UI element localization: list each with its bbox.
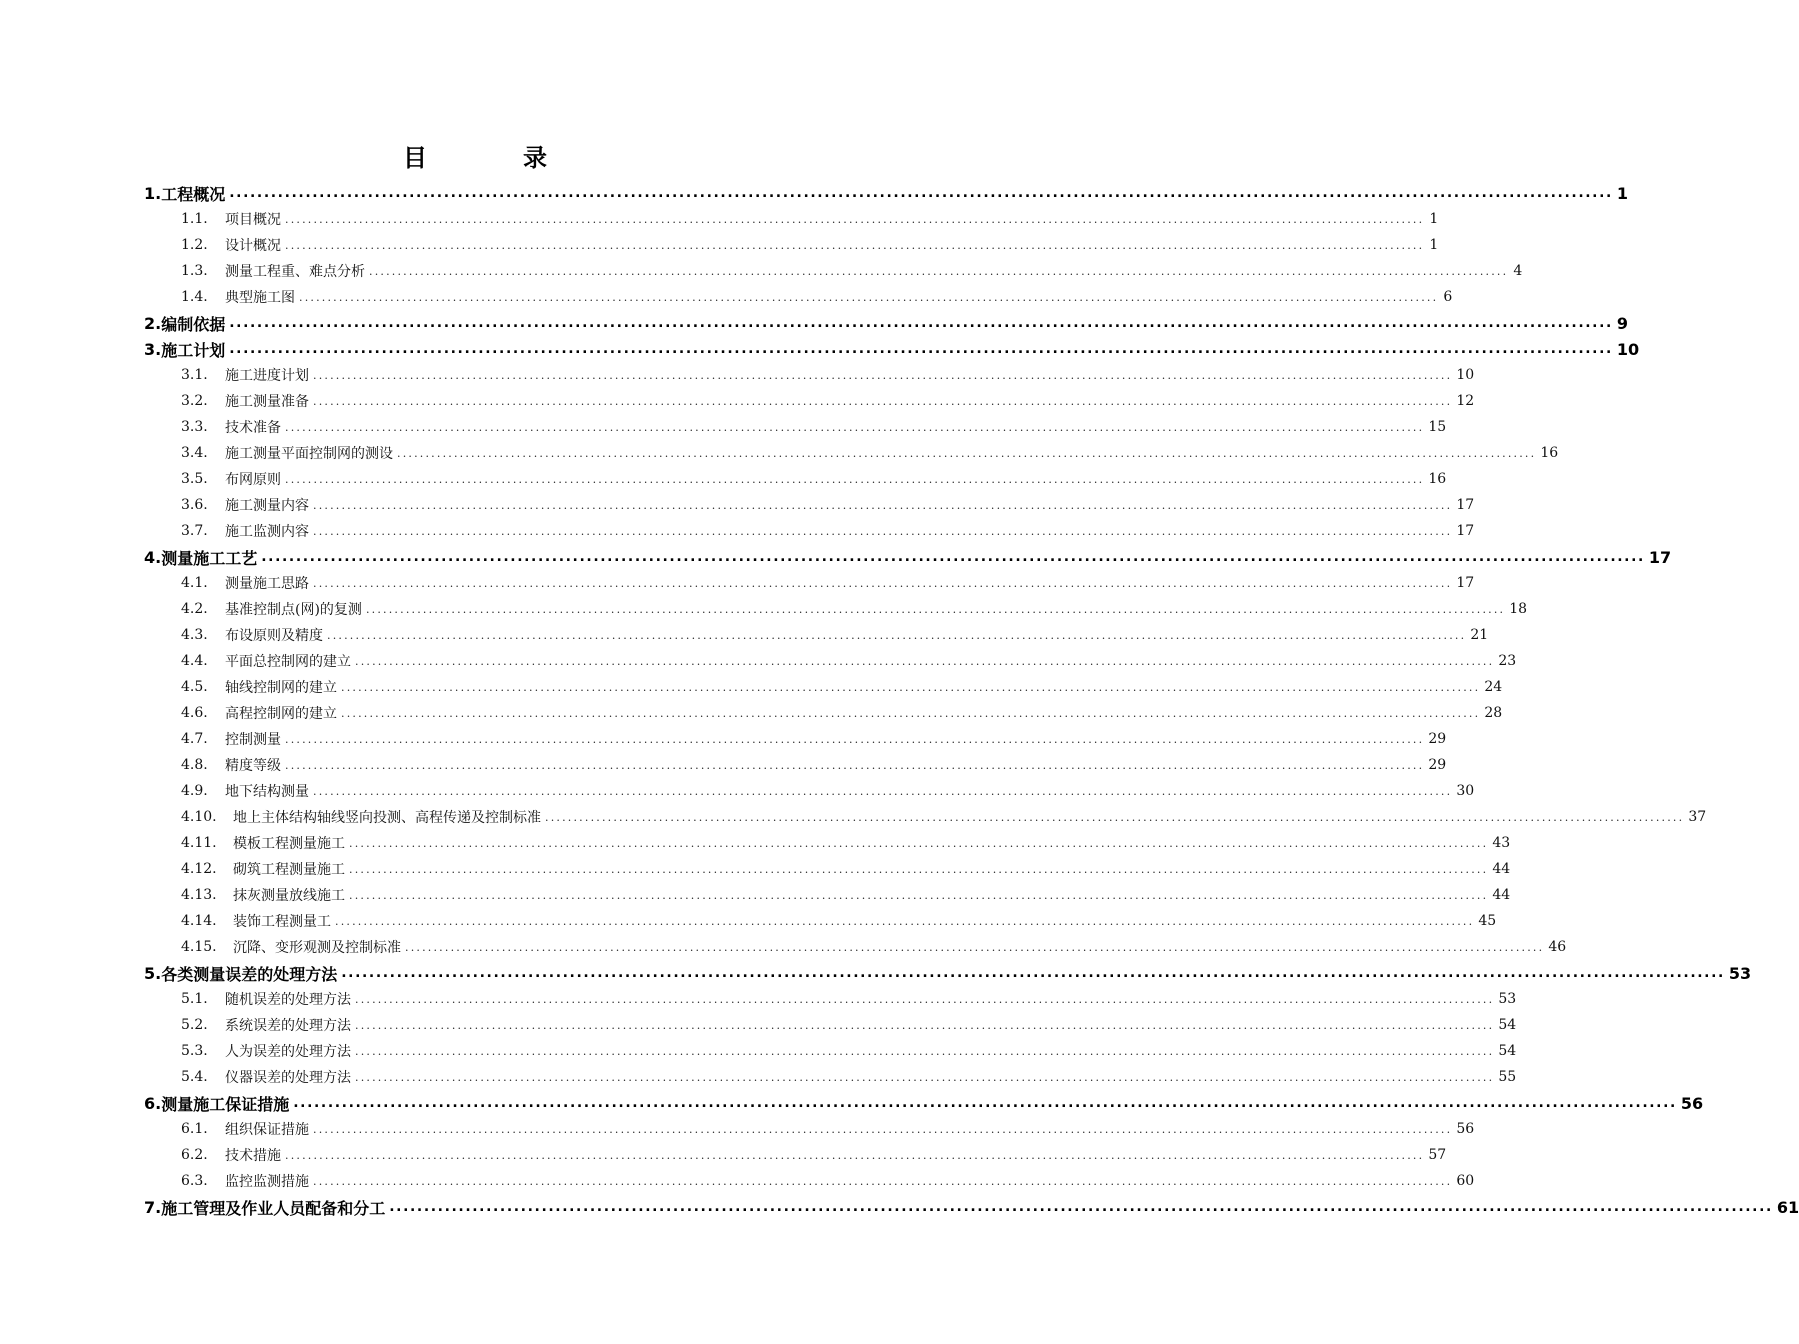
toc-entry-number: 4.9. [181, 783, 225, 799]
toc-chapter-entry[interactable] [0, 544, 1672, 570]
toc-entry-title: 测量施工思路 [225, 573, 309, 593]
toc-leader-dots: ........................................................................................................................................................................................................ [545, 810, 1685, 824]
toc-leader-dots: ........................................................................................................................................................................................................ [335, 914, 1475, 928]
toc-entry-number: 3.5. [181, 471, 225, 487]
toc-entry-title: 工程概况 [161, 182, 225, 205]
toc-section-entry[interactable] [0, 778, 1475, 804]
toc-entry-title: 编制依据 [161, 312, 225, 335]
toc-leader-dots: ........................................................................................................................................................................................................ [229, 185, 1613, 201]
toc-entry-number: 4.13. [181, 887, 233, 903]
toc-entry-page-number: 1 [1616, 183, 1629, 203]
toc-section-entry[interactable] [0, 1116, 1475, 1142]
toc-entry-number: 2. [144, 313, 162, 333]
toc-entry-number: 1.2. [181, 237, 225, 253]
toc-entry-page-number: 17 [1456, 497, 1475, 513]
toc-section-entry[interactable] [0, 258, 1523, 284]
toc-entry-title: 施工测量平面控制网的测设 [225, 443, 393, 463]
toc-entry-title: 布设原则及精度 [225, 625, 323, 645]
toc-entry-title: 装饰工程测量工 [233, 911, 331, 931]
toc-leader-dots: ........................................................................................................................................................................................................ [405, 940, 1545, 954]
table-of-contents [0, 180, 1799, 1220]
toc-leader-dots: ........................................................................................................................................................................................................ [355, 1044, 1495, 1058]
toc-entry-page-number: 53 [1728, 963, 1752, 983]
toc-entry-page-number: 9 [1616, 313, 1629, 333]
toc-chapter-entry[interactable] [0, 310, 1629, 336]
toc-entry-title: 技术准备 [225, 417, 281, 437]
toc-entry-page-number: 46 [1548, 939, 1567, 955]
toc-section-entry[interactable] [0, 700, 1503, 726]
toc-entry-page-number: 21 [1470, 627, 1489, 643]
toc-entry-number: 6. [144, 1093, 162, 1113]
toc-entry-number: 4.10. [181, 809, 233, 825]
toc-section-entry[interactable] [0, 934, 1567, 960]
toc-leader-dots: ........................................................................................................................................................................................................ [285, 472, 1425, 486]
toc-entry-number: 4.15. [181, 939, 233, 955]
toc-entry-number: 4. [144, 547, 162, 567]
toc-leader-dots: ........................................................................................................................................................................................................ [285, 1148, 1425, 1162]
toc-entry-page-number: 23 [1498, 653, 1517, 669]
toc-entry-title: 施工进度计划 [225, 365, 309, 385]
toc-leader-dots: ........................................................................................................................................................................................................ [349, 888, 1489, 902]
toc-entry-number: 1.3. [181, 263, 225, 279]
toc-entry-page-number: 17 [1456, 523, 1475, 539]
toc-section-entry[interactable] [0, 596, 1528, 622]
toc-section-entry[interactable] [0, 388, 1475, 414]
toc-entry-title: 抹灰测量放线施工 [233, 885, 345, 905]
toc-entry-number: 4.14. [181, 913, 233, 929]
toc-section-entry[interactable] [0, 284, 1453, 310]
toc-entry-page-number: 53 [1498, 991, 1517, 1007]
toc-section-entry[interactable] [0, 518, 1475, 544]
toc-section-entry[interactable] [0, 1038, 1517, 1064]
toc-entry-title: 测量工程重、难点分析 [225, 261, 365, 281]
toc-entry-title: 测量施工工艺 [161, 546, 257, 569]
toc-entry-title: 随机误差的处理方法 [225, 989, 351, 1009]
toc-entry-page-number: 12 [1456, 393, 1475, 409]
toc-leader-dots: ........................................................................................................................................................................................................ [313, 1174, 1453, 1188]
toc-entry-page-number: 30 [1456, 783, 1475, 799]
toc-entry-number: 3.6. [181, 497, 225, 513]
toc-chapter-entry[interactable] [0, 960, 1752, 986]
toc-leader-dots: ........................................................................................................................................................................................................ [341, 680, 1481, 694]
toc-entry-number: 4.11. [181, 835, 233, 851]
toc-chapter-entry[interactable] [0, 1090, 1704, 1116]
toc-entry-title: 施工管理及作业人员配备和分工 [161, 1196, 385, 1219]
toc-leader-dots: ........................................................................................................................................................................................................ [313, 1122, 1453, 1136]
toc-section-entry[interactable] [0, 1012, 1517, 1038]
toc-entry-page-number: 44 [1492, 887, 1511, 903]
toc-entry-page-number: 55 [1498, 1069, 1517, 1085]
toc-leader-dots: ........................................................................................................................................................................................................ [261, 549, 1645, 565]
toc-entry-page-number: 15 [1428, 419, 1447, 435]
toc-section-entry[interactable] [0, 856, 1511, 882]
toc-entry-page-number: 57 [1428, 1147, 1447, 1163]
toc-entry-page-number: 61 [1776, 1197, 1799, 1217]
toc-chapter-entry[interactable] [0, 180, 1629, 206]
toc-entry-number: 1. [144, 183, 162, 203]
toc-entry-page-number: 4 [1513, 263, 1523, 279]
toc-entry-page-number: 56 [1680, 1093, 1704, 1113]
toc-entry-number: 6.3. [181, 1173, 225, 1189]
toc-entry-number: 7. [144, 1197, 162, 1217]
toc-section-entry[interactable] [0, 986, 1517, 1012]
toc-section-entry[interactable] [0, 804, 1707, 830]
toc-entry-number: 3.4. [181, 445, 225, 461]
toc-entry-title: 精度等级 [225, 755, 281, 775]
toc-entry-title: 基准控制点(网)的复测 [225, 599, 362, 619]
toc-section-entry[interactable] [0, 232, 1439, 258]
toc-leader-dots: ........................................................................................................................................................................................................ [313, 394, 1453, 408]
toc-entry-page-number: 37 [1688, 809, 1707, 825]
toc-entry-number: 6.2. [181, 1147, 225, 1163]
toc-entry-number: 4.7. [181, 731, 225, 747]
toc-entry-title: 施工监测内容 [225, 521, 309, 541]
toc-section-entry[interactable] [0, 440, 1559, 466]
toc-entry-page-number: 29 [1428, 757, 1447, 773]
toc-leader-dots: ........................................................................................................................................................................................................ [285, 732, 1425, 746]
toc-entry-number: 4.2. [181, 601, 225, 617]
toc-entry-number: 3.1. [181, 367, 225, 383]
toc-entry-number: 5.4. [181, 1069, 225, 1085]
toc-entry-number: 3.7. [181, 523, 225, 539]
toc-section-entry[interactable] [0, 414, 1447, 440]
toc-leader-dots: ........................................................................................................................................................................................................ [349, 862, 1489, 876]
toc-entry-title: 设计概况 [225, 235, 281, 255]
toc-leader-dots: ........................................................................................................................................................................................................ [285, 758, 1425, 772]
toc-entry-page-number: 24 [1484, 679, 1503, 695]
toc-section-entry[interactable] [0, 882, 1511, 908]
toc-leader-dots: ........................................................................................................................................................................................................ [389, 1199, 1773, 1215]
toc-section-entry[interactable] [0, 1142, 1447, 1168]
toc-entry-page-number: 44 [1492, 861, 1511, 877]
toc-leader-dots: ........................................................................................................................................................................................................ [355, 992, 1495, 1006]
toc-entry-number: 4.5. [181, 679, 225, 695]
toc-leader-dots: ........................................................................................................................................................................................................ [355, 654, 1495, 668]
toc-entry-title: 砌筑工程测量施工 [233, 859, 345, 879]
page-title [0, 138, 950, 173]
toc-entry-title: 平面总控制网的建立 [225, 651, 351, 671]
toc-entry-title: 施工测量准备 [225, 391, 309, 411]
toc-entry-title: 各类测量误差的处理方法 [161, 962, 337, 985]
toc-entry-title: 测量施工保证措施 [161, 1092, 289, 1115]
toc-entry-page-number: 45 [1478, 913, 1497, 929]
toc-leader-dots: ........................................................................................................................................................................................................ [397, 446, 1537, 460]
toc-leader-dots: ........................................................................................................................................................................................................ [285, 238, 1425, 252]
toc-entry-page-number: 1 [1429, 237, 1439, 253]
toc-entry-title: 施工计划 [161, 338, 225, 361]
toc-entry-number: 4.8. [181, 757, 225, 773]
toc-entry-title: 高程控制网的建立 [225, 703, 337, 723]
toc-entry-page-number: 43 [1492, 835, 1511, 851]
toc-section-entry[interactable] [0, 206, 1439, 232]
toc-entry-number: 3.3. [181, 419, 225, 435]
toc-entry-number: 4.1. [181, 575, 225, 591]
toc-leader-dots: ........................................................................................................................................................................................................ [293, 1095, 1677, 1111]
toc-entry-number: 5.1. [181, 991, 225, 1007]
toc-section-entry[interactable] [0, 570, 1475, 596]
toc-leader-dots: ........................................................................................................................................................................................................ [313, 498, 1453, 512]
toc-chapter-entry[interactable] [0, 336, 1640, 362]
toc-leader-dots: ........................................................................................................................................................................................................ [229, 341, 1613, 357]
toc-entry-number: 5.3. [181, 1043, 225, 1059]
toc-section-entry[interactable] [0, 752, 1447, 778]
toc-entry-title: 项目概况 [225, 209, 281, 229]
toc-entry-page-number: 29 [1428, 731, 1447, 747]
toc-leader-dots: ........................................................................................................................................................................................................ [341, 965, 1725, 981]
toc-section-entry[interactable] [0, 1064, 1517, 1090]
toc-leader-dots: ........................................................................................................................................................................................................ [313, 368, 1453, 382]
toc-entry-page-number: 54 [1498, 1043, 1517, 1059]
toc-section-entry[interactable] [0, 674, 1503, 700]
toc-entry-number: 6.1. [181, 1121, 225, 1137]
toc-entry-title: 沉降、变形观测及控制标准 [233, 937, 401, 957]
toc-leader-dots: ........................................................................................................................................................................................................ [341, 706, 1481, 720]
toc-entry-page-number: 17 [1456, 575, 1475, 591]
toc-leader-dots: ........................................................................................................................................................................................................ [313, 784, 1453, 798]
toc-section-entry[interactable] [0, 726, 1447, 752]
toc-leader-dots: ........................................................................................................................................................................................................ [229, 315, 1613, 331]
toc-entry-page-number: 16 [1428, 471, 1447, 487]
title-char-1: 目 [403, 144, 427, 172]
toc-entry-page-number: 60 [1456, 1173, 1475, 1189]
toc-entry-title: 地下结构测量 [225, 781, 309, 801]
toc-entry-title: 技术措施 [225, 1145, 281, 1165]
toc-leader-dots: ........................................................................................................................................................................................................ [355, 1018, 1495, 1032]
toc-entry-number: 4.4. [181, 653, 225, 669]
toc-leader-dots: ........................................................................................................................................................................................................ [365, 602, 1506, 616]
toc-entry-page-number: 17 [1648, 547, 1672, 567]
toc-entry-page-number: 28 [1484, 705, 1503, 721]
toc-entry-title: 系统误差的处理方法 [225, 1015, 351, 1035]
toc-leader-dots: ........................................................................................................................................................................................................ [349, 836, 1489, 850]
toc-entry-number: 1.1. [181, 211, 225, 227]
toc-entry-page-number: 16 [1540, 445, 1559, 461]
toc-section-entry[interactable] [0, 1168, 1475, 1194]
toc-entry-title: 轴线控制网的建立 [225, 677, 337, 697]
toc-entry-title: 地上主体结构轴线竖向投测、高程传递及控制标准 [233, 807, 541, 827]
toc-section-entry[interactable] [0, 466, 1447, 492]
toc-chapter-entry[interactable] [0, 1194, 1799, 1220]
toc-entry-page-number: 1 [1429, 211, 1439, 227]
toc-entry-number: 1.4. [181, 289, 225, 305]
toc-entry-page-number: 10 [1616, 339, 1640, 359]
title-char-2: 录 [523, 144, 547, 172]
toc-entry-page-number: 18 [1509, 601, 1528, 617]
toc-entry-title: 模板工程测量施工 [233, 833, 345, 853]
toc-entry-page-number: 10 [1456, 367, 1475, 383]
toc-leader-dots: ........................................................................................................................................................................................................ [285, 212, 1425, 226]
toc-entry-title: 组织保证措施 [225, 1119, 309, 1139]
toc-entry-title: 人为误差的处理方法 [225, 1041, 351, 1061]
toc-entry-page-number: 56 [1456, 1121, 1475, 1137]
toc-section-entry[interactable] [0, 830, 1511, 856]
toc-entry-title: 典型施工图 [225, 287, 295, 307]
toc-entry-number: 5. [144, 963, 162, 983]
toc-leader-dots: ........................................................................................................................................................................................................ [327, 628, 1467, 642]
toc-entry-page-number: 54 [1498, 1017, 1517, 1033]
toc-entry-title: 布网原则 [225, 469, 281, 489]
toc-entry-number: 4.6. [181, 705, 225, 721]
toc-section-entry[interactable] [0, 492, 1475, 518]
toc-section-entry[interactable] [0, 622, 1489, 648]
toc-entry-title: 控制测量 [225, 729, 281, 749]
toc-leader-dots: ........................................................................................................................................................................................................ [369, 264, 1509, 278]
toc-entry-number: 4.3. [181, 627, 225, 643]
toc-entry-number: 3.2. [181, 393, 225, 409]
toc-leader-dots: ........................................................................................................................................................................................................ [355, 1070, 1495, 1084]
toc-entry-number: 3. [144, 339, 162, 359]
toc-entry-page-number: 6 [1443, 289, 1453, 305]
toc-section-entry[interactable] [0, 648, 1517, 674]
toc-section-entry[interactable] [0, 362, 1475, 388]
toc-entry-title: 仪器误差的处理方法 [225, 1067, 351, 1087]
toc-section-entry[interactable] [0, 908, 1497, 934]
toc-entry-number: 5.2. [181, 1017, 225, 1033]
toc-leader-dots: ........................................................................................................................................................................................................ [313, 576, 1453, 590]
toc-leader-dots: ........................................................................................................................................................................................................ [299, 290, 1439, 304]
toc-leader-dots: ........................................................................................................................................................................................................ [285, 420, 1425, 434]
toc-leader-dots: ........................................................................................................................................................................................................ [313, 524, 1453, 538]
toc-entry-number: 4.12. [181, 861, 233, 877]
toc-entry-title: 监控监测措施 [225, 1171, 309, 1191]
toc-entry-title: 施工测量内容 [225, 495, 309, 515]
